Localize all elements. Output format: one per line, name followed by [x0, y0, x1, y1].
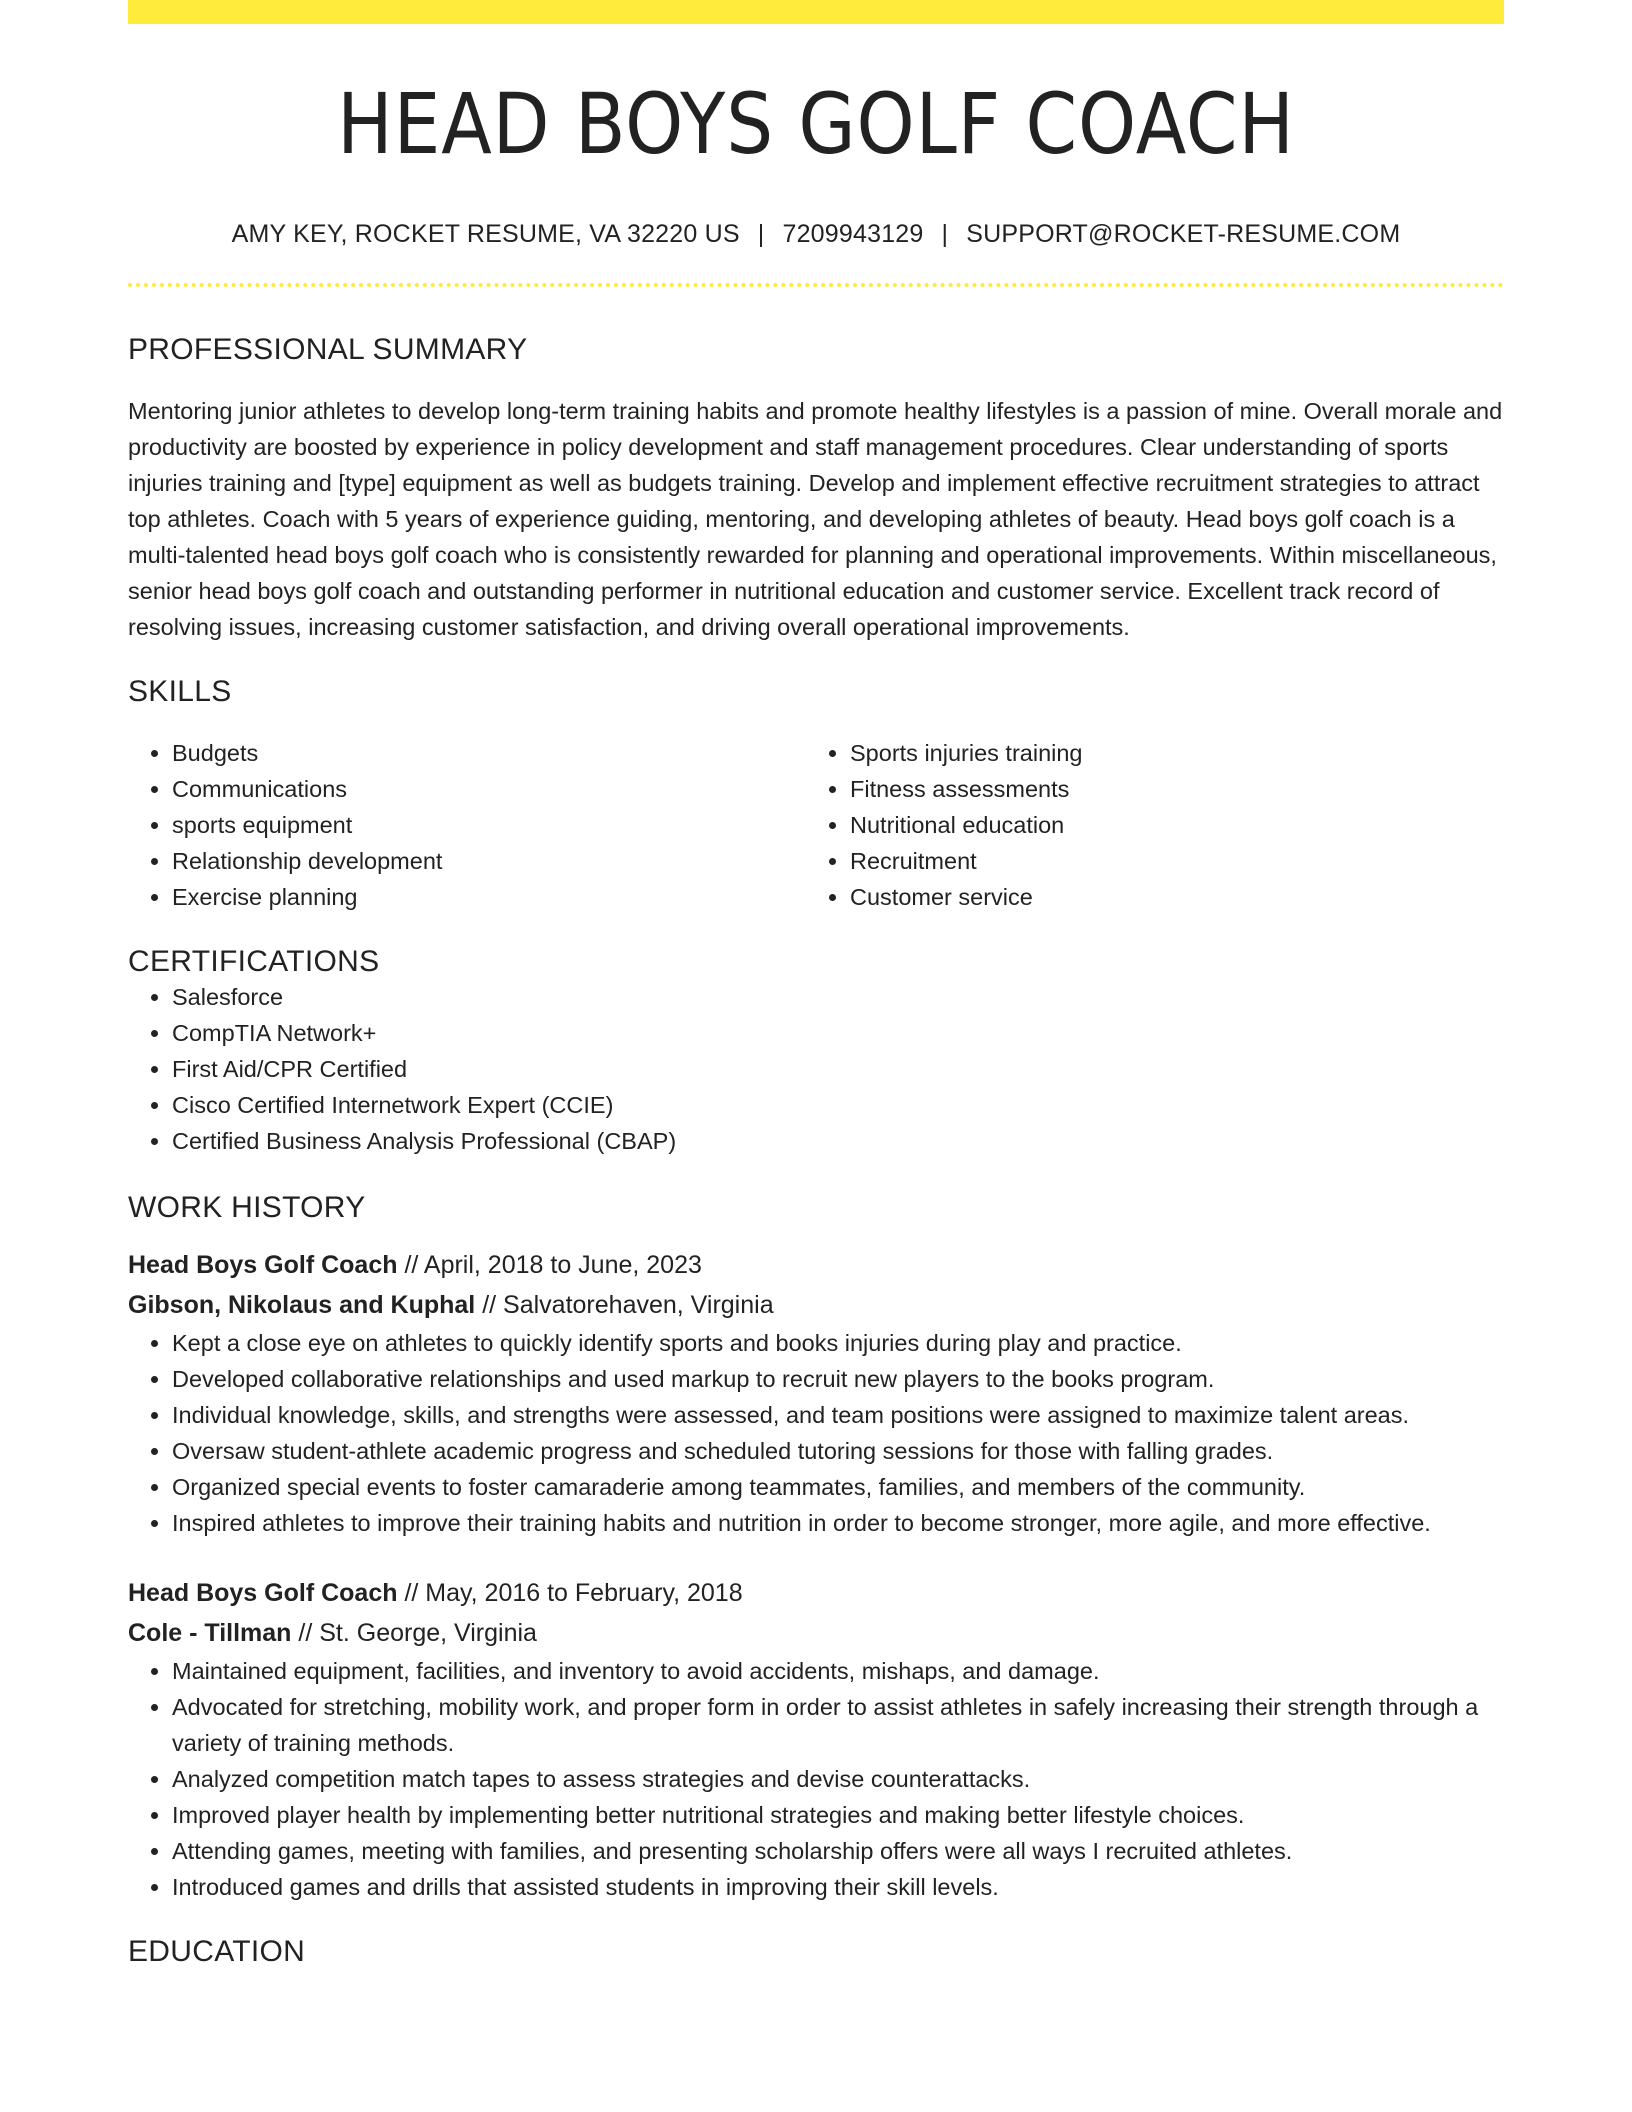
skills-heading: SKILLS: [128, 675, 232, 708]
skill-item: • Recruitment: [850, 843, 1484, 879]
job-dates: // April, 2018 to June, 2023: [397, 1251, 702, 1279]
job-dates: // May, 2016 to February, 2018: [397, 1579, 743, 1607]
certification-item: • CompTIA Network+: [172, 1015, 1504, 1051]
summary-text: Mentoring junior athletes to develop long-term training habits and promote healthy lifestyles is a passion of mine. Overall morale and productivity are boosted by experience in policy development and staff management procedures. Clear understanding of sports injuries training and [type] equipment as well as budgets training. Develop and implement effective recruitment strategies to attract top athletes. Coach with 5 years of experience guiding, mentoring, and developing athletes of beauty. Head boys golf coach is a multi-talented head boys golf coach who is consistently rewarded for planning and operational improvements. Within miscellaneous, senior head boys golf coach and outstanding performer in nutritional education and customer service. Excellent track record of resolving issues, increasing customer satisfaction, and driving overall operational improvements.: [128, 398, 1503, 640]
contact-separator: |: [941, 220, 949, 248]
job-title: Head Boys Golf Coach: [128, 1251, 398, 1279]
certification-item: • Salesforce: [172, 979, 1504, 1015]
summary-heading: PROFESSIONAL SUMMARY: [128, 333, 528, 366]
job-company-line: [128, 1613, 1504, 1653]
skill-item: • Budgets: [172, 735, 806, 771]
job-bullets: [128, 1653, 1504, 1905]
job-location: // St. George, Virginia: [291, 1619, 537, 1647]
job-bullet: • Maintained equipment, facilities, and inventory to avoid accidents, mishaps, and damage.: [172, 1653, 1504, 1689]
job-title-line: [128, 1573, 1504, 1613]
job-title: Head Boys Golf Coach: [128, 1579, 398, 1607]
job-bullet: • Oversaw student-athlete academic progress and scheduled tutoring sessions for those with falling grades.: [172, 1433, 1504, 1469]
skill-item: • Communications: [172, 771, 806, 807]
certification-item: • Certified Business Analysis Professional (CBAP): [172, 1123, 1504, 1159]
job-company-line: [128, 1285, 1504, 1325]
contact-phone: 7209943129: [782, 220, 924, 248]
job-bullet: • Organized special events to foster camaraderie among teammates, families, and members of the community.: [172, 1469, 1504, 1505]
skill-item: • Sports injuries training: [850, 735, 1484, 771]
contact-email: SUPPORT@ROCKET-RESUME.COM: [966, 220, 1401, 248]
dotted-divider: [128, 283, 1504, 287]
skills-column-left: [128, 735, 806, 915]
job-company: Gibson, Nikolaus and Kuphal: [128, 1291, 476, 1319]
job-entry: [128, 1245, 1504, 1541]
skill-item: • Exercise planning: [172, 879, 806, 915]
job-bullet: • Analyzed competition match tapes to assess strategies and devise counterattacks.: [172, 1761, 1504, 1797]
job-bullet: • Introduced games and drills that assisted students in improving their skill levels.: [172, 1869, 1504, 1905]
contact-separator: |: [757, 220, 765, 248]
contact-address: AMY KEY, ROCKET RESUME, VA 32220 US: [231, 220, 740, 248]
skill-item: • Customer service: [850, 879, 1484, 915]
skills-columns: [128, 735, 1504, 915]
skill-item: • Nutritional education: [850, 807, 1484, 843]
job-bullet: • Inspired athletes to improve their training habits and nutrition in order to become stronger, more agile, and more effective.: [172, 1505, 1504, 1541]
resume-title: HEAD BOYS GOLF COACH: [337, 75, 1295, 173]
job-bullet: • Kept a close eye on athletes to quickly identify sports and books injuries during play and practice.: [172, 1325, 1504, 1361]
job-location: // Salvatorehaven, Virginia: [475, 1291, 774, 1319]
job-bullet: • Individual knowledge, skills, and strengths were assessed, and team positions were assigned to maximize talent areas.: [172, 1397, 1504, 1433]
job-bullet: • Advocated for stretching, mobility work, and proper form in order to assist athletes in safely increasing their strength through a variety of training methods.: [172, 1689, 1504, 1761]
job-title-line: [128, 1245, 1504, 1285]
contact-line: [128, 220, 1504, 249]
resume-page: [128, 0, 1504, 1969]
job-entry: [128, 1573, 1504, 1905]
skill-item: • Relationship development: [172, 843, 806, 879]
skill-item: • sports equipment: [172, 807, 806, 843]
certification-item: • Cisco Certified Internetwork Expert (CCIE): [172, 1087, 1504, 1123]
education-heading: EDUCATION: [128, 1935, 306, 1968]
certifications-heading: CERTIFICATIONS: [128, 945, 380, 978]
certification-item: • First Aid/CPR Certified: [172, 1051, 1504, 1087]
accent-bar: [128, 0, 1504, 24]
work-history-heading: WORK HISTORY: [128, 1191, 366, 1224]
job-company: Cole - Tillman: [128, 1619, 292, 1647]
skill-item: • Fitness assessments: [850, 771, 1484, 807]
job-bullet: • Attending games, meeting with families, and presenting scholarship offers were all ways I recruited athletes.: [172, 1833, 1504, 1869]
certifications-list: [128, 979, 1504, 1159]
job-bullet: • Improved player health by implementing better nutritional strategies and making better lifestyle choices.: [172, 1797, 1504, 1833]
job-bullet: • Developed collaborative relationships and used markup to recruit new players to the books program.: [172, 1361, 1504, 1397]
skills-column-right: [806, 735, 1484, 915]
job-bullets: [128, 1325, 1504, 1541]
